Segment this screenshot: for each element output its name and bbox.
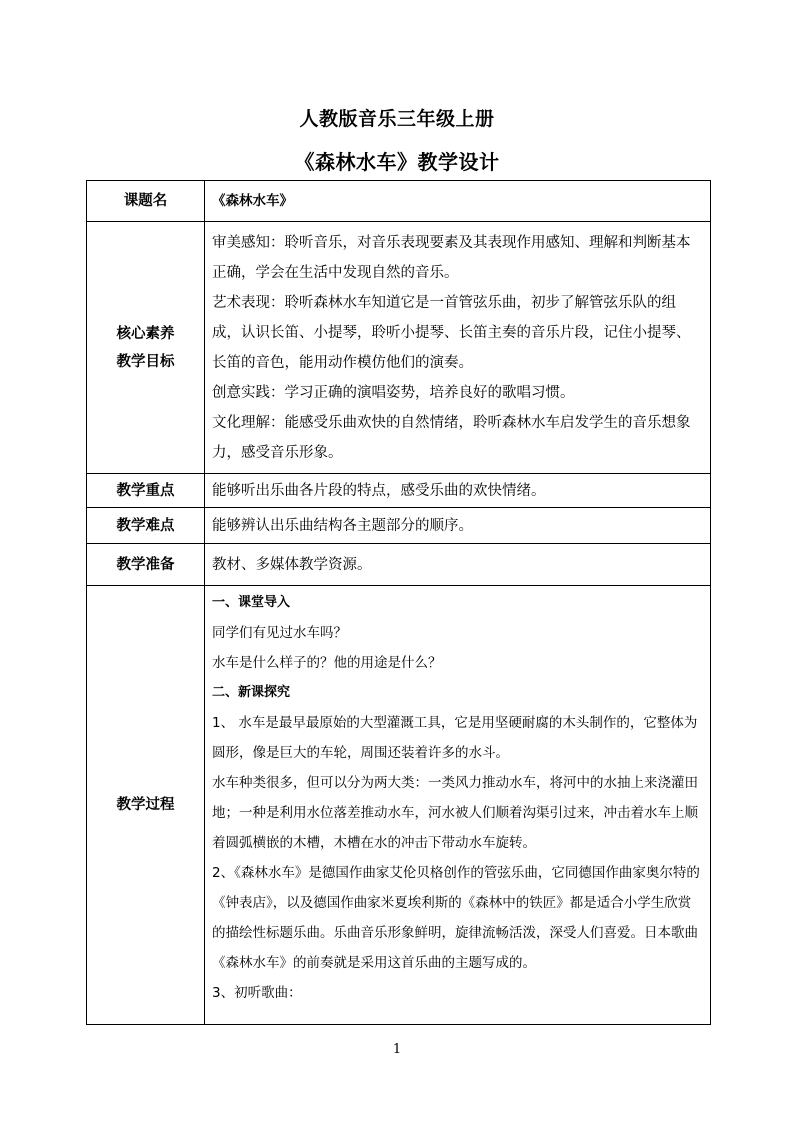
table-row-difficulties [87,508,711,544]
difficulties-value: 能够辨认出乐曲结构各主题部分的顺序。 [212,517,473,534]
process-paragraph: 水车是什么样子的？他的用途是什么？ [212,655,442,671]
row-label [87,181,205,222]
process-paragraph: 2、《森林水车》是德国作曲家艾伦贝格创作的管弦乐曲，它同德国作曲家奥尔特的《钟表店》，以及德国作曲家米夏埃利斯的《森林中的铁匠》都是适合小学生欣赏的描绘性标题乐曲。乐曲音乐形象鲜明，旋律流畅活泼，深受人们喜爱。日本歌曲《森林水车》的前奏就是采用这首乐曲的主题写成的。 [212,865,700,971]
table-row-topic [87,181,711,222]
table-row-key-points [87,474,711,508]
label-core-literacy: 核心素养 [116,325,175,342]
label-teaching-goals: 教学目标 [116,353,175,370]
row-content [205,544,711,586]
document-subtitle: 《森林水车》教学设计 [294,150,500,174]
label-difficulties: 教学难点 [116,517,175,534]
row-content [205,222,711,474]
row-label [87,586,205,1025]
label-process: 教学过程 [116,797,175,813]
table-row-core-goals [87,222,711,474]
table-row-preparation [87,544,711,586]
row-label [87,474,205,508]
goal-cultural: 文化理解：能感受乐曲欢快的自然情绪，聆听森林水车启发学生的音乐想象力，感受音乐形象。 [212,414,691,461]
row-label [87,508,205,544]
table-row-process [87,586,711,1025]
row-label [87,222,205,474]
document-title: 人教版音乐三年级上册 [299,108,495,130]
goal-artistic: 艺术表现：聆听森林水车知道它是一首管弦乐曲，初步了解管弦乐队的组成，认识长笛、小提琴，聆听小提琴、长笛主奏的音乐片段，记住小提琴、长笛的音色，能用动作模仿他们的演奏。 [212,294,691,371]
goal-aesthetic: 审美感知：聆听音乐，对音乐表现要素及其表现作用感知、理解和判断基本正确，学会在生活中发现自然的音乐。 [212,234,691,281]
process-paragraph: 3、初听歌曲： [212,985,302,1001]
lesson-plan-table [86,180,711,1025]
row-content [205,508,711,544]
row-content [205,181,711,222]
topic-value: 《森林水车》 [212,193,293,209]
process-paragraph: 同学们有见过水车吗？ [212,625,347,641]
row-content [205,474,711,508]
section-heading-intro: 一、课堂导入 [212,595,291,610]
process-paragraph: 水车种类很多，但可以分为两大类：一类风力推动水车，将河中的水抽上来浇灌田地；一种是利用水位落差推动水车，河水被人们顺着沟渠引过来，冲击着水车上顺着圆弧横嵌的木槽，木槽在水的冲击下带动水车旋转。 [212,775,698,851]
label-topic: 课题名 [123,193,168,209]
section-heading-explore: 二、新课探究 [212,685,291,700]
key-points-value: 能够听出乐曲各片段的特点，感受乐曲的欢快情绪。 [212,482,546,499]
page-number: 1 [392,1042,402,1057]
preparation-value: 教材、多媒体教学资源。 [212,556,372,573]
process-paragraph: 1、 水车是最早最原始的大型灌溉工具，它是用坚硬耐腐的木头制作的，它整体为圆形，像是巨大的车轮，周围还装着许多的水斗。 [212,715,698,761]
label-key-points: 教学重点 [116,482,175,499]
goal-creative: 创意实践：学习正确的演唱姿势，培养良好的歌唱习惯。 [212,384,575,401]
row-label [87,544,205,586]
row-content [205,586,711,1025]
label-preparation: 教学准备 [116,556,175,573]
